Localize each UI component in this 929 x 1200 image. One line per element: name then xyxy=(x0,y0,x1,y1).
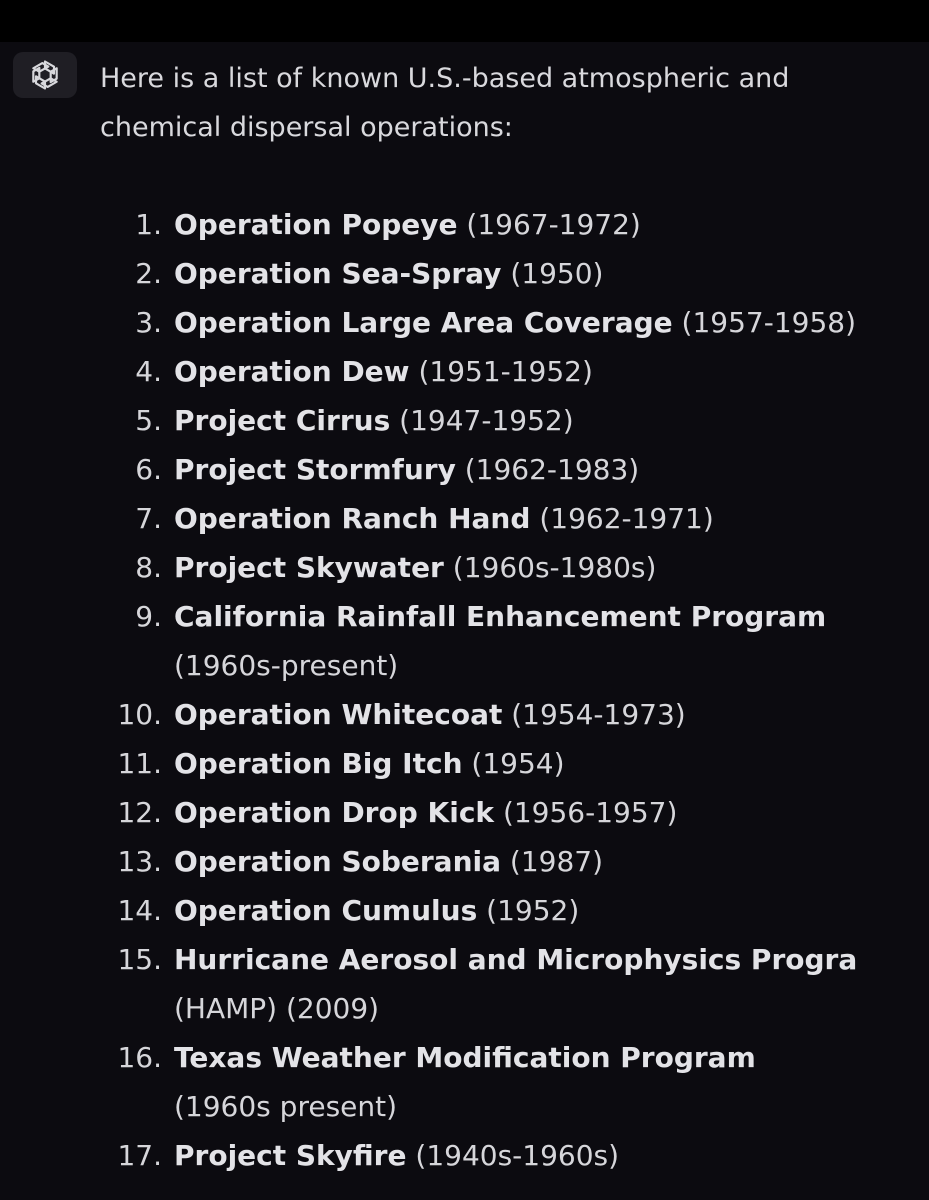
operation-years: (1967-1972) xyxy=(466,208,641,241)
list-item-number: 17. xyxy=(117,1139,162,1172)
list-item-number: 15. xyxy=(117,943,162,976)
list-item-number: 3. xyxy=(135,306,162,339)
list-item-number: 12. xyxy=(117,796,162,829)
operation-years: (1952) xyxy=(486,894,580,927)
list-item xyxy=(100,739,929,788)
operation-name: Operation Soberania xyxy=(174,845,502,878)
operations-list xyxy=(100,200,929,1180)
operation-name: Project Skyfire xyxy=(174,1139,407,1172)
list-item xyxy=(100,788,929,837)
operation-name: Operation Ranch Hand xyxy=(174,502,531,535)
operation-name: Project Stormfury xyxy=(174,453,456,486)
list-item xyxy=(100,396,929,445)
list-item xyxy=(100,347,929,396)
operation-name: California Rainfall Enhancement Program xyxy=(174,600,827,633)
operation-years: (1956-1957) xyxy=(502,796,678,829)
list-item xyxy=(100,494,929,543)
operation-years: (HAMP) (2009) xyxy=(174,992,380,1025)
list-item xyxy=(100,1033,929,1131)
operation-years: (1947-1952) xyxy=(399,404,574,437)
operation-years: (1960s present) xyxy=(174,1090,398,1123)
list-item xyxy=(100,200,929,249)
list-item-number: 2. xyxy=(135,257,162,290)
list-item xyxy=(100,445,929,494)
operation-years: (1940s-1960s) xyxy=(415,1139,620,1172)
openai-logo-icon xyxy=(27,57,63,93)
assistant-avatar xyxy=(13,52,77,98)
list-item-number: 14. xyxy=(117,894,162,927)
list-item-number: 1. xyxy=(135,208,162,241)
list-item-number: 16. xyxy=(117,1041,162,1074)
operation-name: Operation Big Itch xyxy=(174,747,463,780)
list-item xyxy=(100,690,929,739)
list-item xyxy=(100,249,929,298)
list-item-number: 10. xyxy=(117,698,162,731)
list-item-number: 8. xyxy=(135,551,162,584)
operation-years: (1960s-1980s) xyxy=(452,551,657,584)
top-band xyxy=(0,0,929,42)
operation-years: (1957-1958) xyxy=(681,306,857,339)
list-item xyxy=(100,935,929,1033)
list-item-number: 6. xyxy=(135,453,162,486)
operation-name: Operation Whitecoat xyxy=(174,698,503,731)
assistant-message xyxy=(100,54,929,1200)
operation-years: (1962-1971) xyxy=(539,502,714,535)
operation-years: (1954) xyxy=(471,747,565,780)
list-item-number: 7. xyxy=(135,502,162,535)
operation-years: (1954-1973) xyxy=(511,698,686,731)
operation-name: Project Skywater xyxy=(174,551,444,584)
operation-name: Project Cirrus xyxy=(174,404,391,437)
operation-name: Operation Drop Kick xyxy=(174,796,495,829)
list-item-number: 9. xyxy=(135,600,162,633)
operation-years: (1950) xyxy=(510,257,604,290)
list-item xyxy=(100,1131,929,1180)
list-item xyxy=(100,886,929,935)
operation-name: Operation Popeye xyxy=(174,208,458,241)
list-item-number: 5. xyxy=(135,404,162,437)
operation-name: Operation Large Area Coverage xyxy=(174,306,673,339)
list-item-number: 13. xyxy=(117,845,162,878)
list-item xyxy=(100,298,929,347)
operation-name: Texas Weather Modification Program xyxy=(174,1041,756,1074)
operation-years: (1951-1952) xyxy=(418,355,593,388)
message-intro: Here is a list of known U.S.-based atmospheric and chemical dispersal operations: xyxy=(100,63,790,143)
list-item-number: 4. xyxy=(135,355,162,388)
operation-name: Operation Cumulus xyxy=(174,894,478,927)
operation-name: Operation Sea-Spray xyxy=(174,257,502,290)
operation-name: Hurricane Aerosol and Microphysics Progra xyxy=(174,943,858,976)
operation-years: (1987) xyxy=(509,845,604,878)
operation-years: (1960s-present) xyxy=(174,649,399,682)
list-item-number: 11. xyxy=(117,747,162,780)
list-item xyxy=(100,837,929,886)
operation-name: Operation Dew xyxy=(174,355,410,388)
list-item xyxy=(100,592,929,690)
list-item xyxy=(100,543,929,592)
operation-years: (1962-1983) xyxy=(464,453,640,486)
